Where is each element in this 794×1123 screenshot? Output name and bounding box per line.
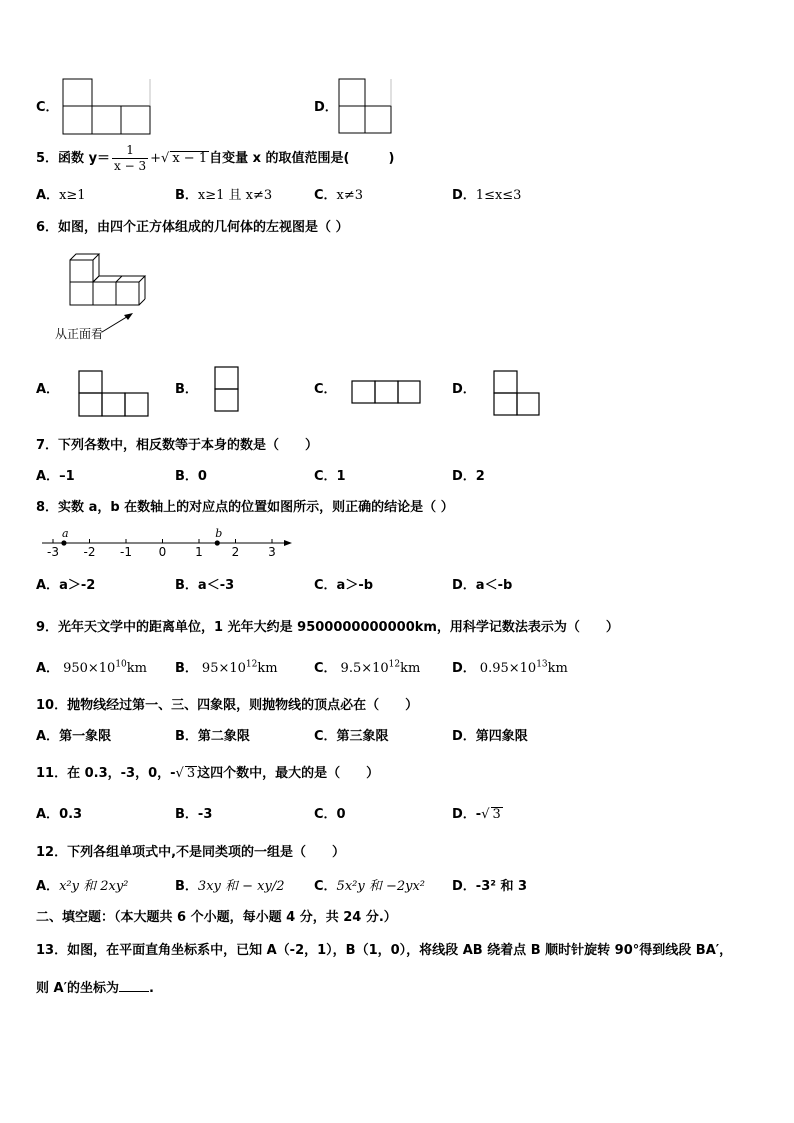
q8-option-b: B．a＜-3: [175, 578, 235, 593]
sqrt-icon: √: [481, 807, 490, 822]
q11-stem-post: 这四个数中，最大的是（ ）: [197, 766, 380, 781]
q10-option-a: A．第一象限: [36, 729, 112, 744]
axis-tick-label: 3: [268, 545, 276, 559]
axis-tick-label: -1: [120, 545, 132, 559]
q9-option-a: A． $950\times 10^{10}km$: [36, 659, 147, 676]
q13-line-1: 13．如图，在平面直角坐标系中，已知 A（-2，1），B（1，0），将线段 AB 绕着点 B 顺时针旋转 90°得到线段 BA′，: [36, 943, 733, 958]
axis-arrow-icon: [284, 540, 292, 546]
q5-fraction: [112, 143, 148, 174]
q5-stem-post: 自变量 x 的取值范围是( ): [209, 151, 395, 166]
question-11: [36, 766, 379, 782]
q6-option-a-label: A．: [36, 382, 60, 397]
q6-view-caption: 从正面看: [55, 327, 104, 341]
q10-option-c: C．第三象限: [314, 729, 389, 744]
q7-stem: 7．下列各数中，相反数等于本身的数是（ ）: [36, 438, 319, 453]
q12-option-d: D．-3² 和 3: [452, 879, 528, 894]
q7-option-a: A．–1: [36, 469, 75, 484]
q5-option-c: C．x≠3: [314, 188, 364, 203]
q6-option-c-figure: [351, 380, 423, 406]
q12-stem: 12．下列各组单项式中,不是同类项的一组是（ ）: [36, 845, 346, 860]
q10-stem: 10．抛物线经过第一、三、四象限，则抛物线的顶点必在（ ）: [36, 698, 419, 713]
point-b-label: b: [215, 527, 223, 540]
q12-option-b: B．3xy 和 − xy/2: [175, 879, 285, 894]
q12-option-a: A．x²y 和 2xy²: [36, 879, 129, 894]
q6-option-d-label: D．: [452, 382, 476, 397]
q5-sqrt: x − 1: [172, 151, 208, 166]
axis-tick-label: 1: [195, 545, 203, 559]
q9-option-b: B． $95\times 10^{12}km$: [175, 659, 278, 676]
question-5: [36, 142, 394, 176]
q5-option-d: D．1≤x≤3: [452, 188, 522, 203]
q8-option-d: D．a＜-b: [452, 578, 513, 593]
q4-option-d-label: D．: [314, 100, 338, 115]
q10-option-b: B．第二象限: [175, 729, 250, 744]
q11-option-c: C．0: [314, 807, 346, 822]
point-b-dot: [215, 540, 220, 545]
q6-option-d-figure: [493, 370, 543, 418]
axis-tick-label: 0: [158, 545, 167, 559]
point-a-dot: [61, 540, 66, 545]
q6-option-a-figure: [78, 370, 150, 418]
q10-option-d: D．第四象限: [452, 729, 528, 744]
q12-option-c: C．5x²y 和 −2yx²: [314, 879, 426, 894]
q4-option-c-figure: [62, 78, 152, 136]
q11-option-d: D．-√ 3: [452, 807, 501, 822]
q8-option-a: A．a＞-2: [36, 578, 96, 593]
q8-number-line: [36, 524, 298, 560]
section-2-title: 二、填空题：（本大题共 6 个小题，每小题 4 分，共 24 分.）: [36, 910, 397, 925]
q5-frac-num: 1: [126, 143, 134, 157]
axis-tick-label: 2: [231, 545, 240, 559]
q11-option-b: B．-3: [175, 807, 213, 822]
q13-line-2: 则 A′的坐标为 .: [36, 981, 154, 996]
q6-option-b-figure: [214, 366, 240, 414]
q11-stem-pre: 11．在 0.3，-3，0，-: [36, 766, 176, 781]
q5-stem-pre: 5．函数 y＝: [36, 151, 111, 166]
point-a-label: a: [61, 527, 69, 540]
q11-sqrt: 3: [186, 766, 196, 781]
axis-tick-label: -2: [83, 545, 96, 559]
sqrt-icon: √: [175, 766, 184, 781]
q7-option-c: C．1: [314, 469, 346, 484]
q8-stem: 8．实数 a，b 在数轴上的对应点的位置如图所示，则正确的结论是（ ）: [36, 500, 454, 515]
axis-tick-label: -3: [47, 545, 59, 559]
q6-option-b-label: B．: [175, 382, 198, 397]
q11-option-a: A．0.3: [36, 807, 83, 822]
sqrt-icon: √: [161, 151, 170, 166]
q6-option-c-label: C．: [314, 382, 337, 397]
q5-frac-den: x − 3: [114, 159, 147, 173]
q4-option-d-figure: [338, 78, 394, 136]
q4-option-c-label: C．: [36, 100, 59, 115]
q6-stem: 6．如图，由四个正方体组成的几何体的左视图是（ ）: [36, 220, 349, 235]
q9-option-c: C． $9.5\times 10^{12}km$: [314, 659, 421, 676]
q9-option-d: D． $0.95\times 10^{13}km$: [452, 659, 568, 676]
view-arrow-icon: [100, 312, 136, 336]
q8-option-c: C．a＞-b: [314, 578, 374, 593]
q13-answer-blank[interactable]: [119, 979, 149, 992]
q7-option-d: D．2: [452, 469, 485, 484]
q5-option-a: A．x≥1: [36, 188, 86, 203]
q7-option-b: B．0: [175, 469, 207, 484]
q9-stem: 9．光年天文学中的距离单位，1 光年大约是 9500000000000km，用科学记数法表示为（ ）: [36, 620, 619, 635]
q6-solid-figure: [66, 250, 150, 308]
q5-plus: +: [150, 151, 162, 166]
q5-option-b: B．x≥1 且 x≠3: [175, 188, 273, 203]
